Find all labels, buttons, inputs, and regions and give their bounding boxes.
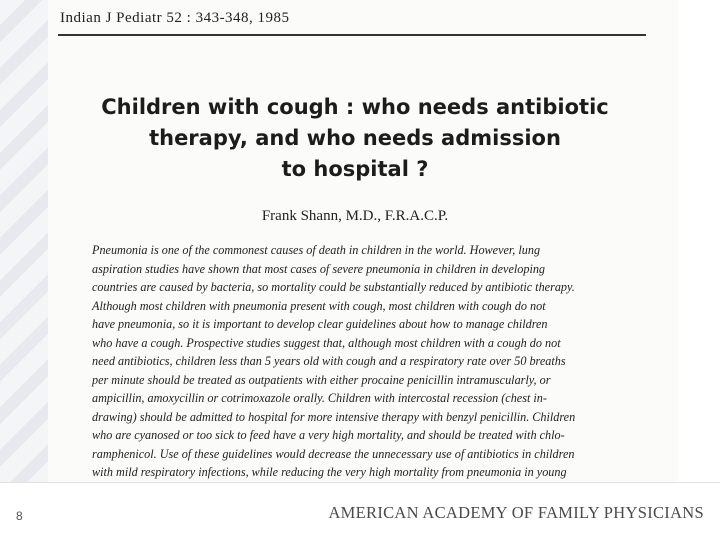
abstract-line: ampicillin, amoxycillin or cotrimoxazole orally. Children with intercostal recession (chest in- <box>92 391 547 405</box>
abstract-line: ramphenicol. Use of these guidelines would decrease the unnecessary use of antibiotics in children <box>92 446 575 461</box>
slide-number: 8 <box>16 509 23 523</box>
journal-citation: Indian J Pediatr 52 : 343-348, 1985 <box>60 10 290 26</box>
abstract-line: per minute should be treated as outpatients with either procaine penicillin intramuscularly, or <box>92 372 551 387</box>
title-line: therapy, and who needs admission <box>149 126 561 150</box>
abstract-line: have pneumonia, so it is important to develop clear guidelines about how to manage children <box>92 317 548 331</box>
organization-name: AMERICAN ACADEMY OF FAMILY PHYSICIANS <box>328 503 704 522</box>
article-title <box>90 92 620 185</box>
header-rule <box>58 34 646 36</box>
abstract-line: drawing) should be admitted to hospital for more intensive therapy with benzyl penicillin. Children <box>92 409 576 424</box>
abstract <box>92 241 618 500</box>
author-name: Frank Shann, M.D., F.R.A.C.P. <box>261 208 449 224</box>
abstract-line: countries are caused by bacteria, so mortality could be substantially reduced by antibiotic therapy. <box>92 280 575 294</box>
title-line: to hospital ? <box>281 157 429 181</box>
abstract-line: with mild respiratory infections, while reducing the very high mortality from pneumonia in young <box>92 465 567 479</box>
abstract-line: need antibiotics, children less than 5 years old with cough and a respiratory rate over 50 breaths <box>92 354 566 368</box>
abstract-line: who are cyanosed or too sick to feed have a very high mortality, and should be treated with chlo- <box>92 428 565 442</box>
abstract-line: Pneumonia is one of the commonest causes of death in children in the world. However, lung <box>92 243 541 257</box>
abstract-line: who have a cough. Prospective studies suggest that, although most children with a cough do not <box>92 335 561 350</box>
abstract-line: aspiration studies have shown that most cases of severe pneumonia in children in developing <box>92 261 546 276</box>
abstract-line: Although most children with pneumonia present with cough, most children with cough do not <box>92 298 546 313</box>
title-line: Children with cough : who needs antibiotic <box>101 95 609 119</box>
slide-footer <box>0 482 720 541</box>
